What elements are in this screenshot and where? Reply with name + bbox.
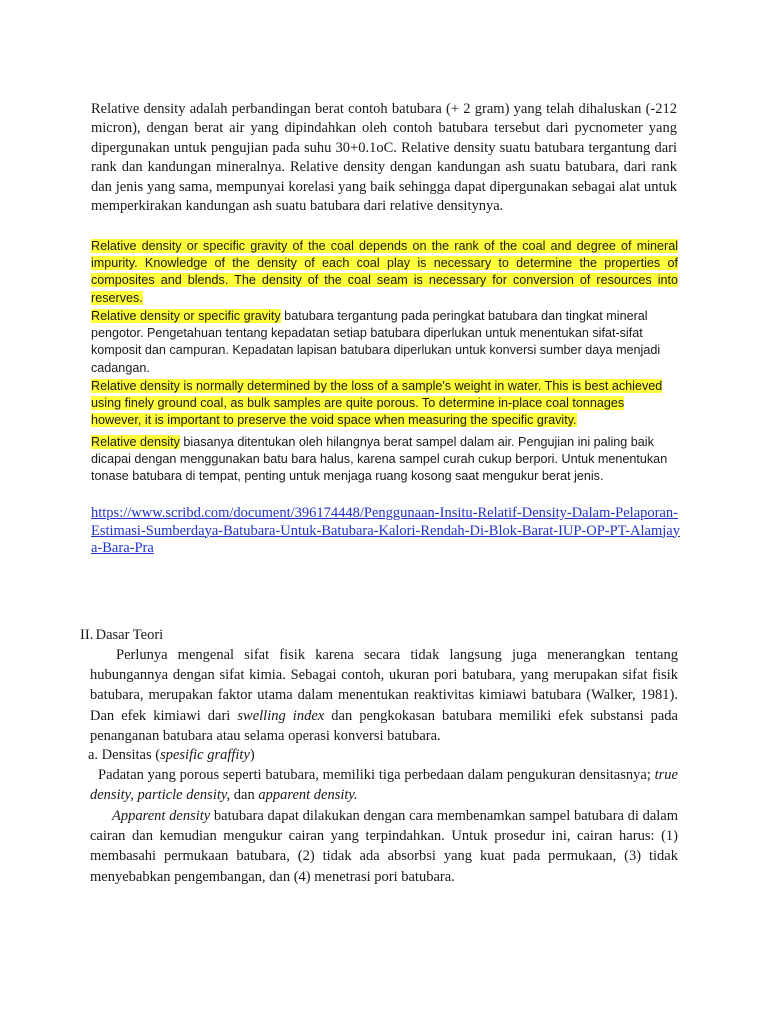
para-text: Padatan yang porous seperti batubara, memiliki tiga perbedaan dalam pengukuran densitasnya; [98, 767, 655, 783]
highlight-paragraph-3 [91, 378, 678, 430]
highlight-lead: Relative density [91, 239, 182, 253]
subsection-prefix: a. Densitas ( [88, 747, 161, 763]
para-emphasis: Apparent density [112, 808, 211, 824]
para-emphasis: apparent density. [258, 787, 358, 804]
translation-text: biasanya ditentukan oleh hilangnya berat sampel dalam air. Pengujian ini paling baik dicapai dengan menggunakan batu bara halus, karena sampel curah cukup berpori. Untuk menentukan tonase batubara di tempat, penting untuk menjaga ruang kosong saat mengukur berat jenis. [91, 435, 668, 484]
section-paragraph-3 [90, 806, 678, 887]
subsection-emphasis: spesific graffity [160, 747, 250, 763]
section-title: Dasar Teori [95, 627, 164, 643]
para-text: Perlunya mengenal sifat fisik karena secara tidak langsung juga menerangkan tentang hubungannya dengan sifat kimia. Sebagai contoh, ukuran pori batubara, yang merupakan sifat fisik batubara, merupakan faktor utama dalam menentukan reaktivitas kimiawi batubara (Walker, 1981). Dan efek kimiawi dari [90, 647, 678, 724]
para-text: dan [230, 787, 259, 804]
section-paragraph-1 [90, 645, 678, 746]
translation-text: batubara tergantung pada peringkat batubara dan tingkat mineral pengotor. Pengetahuan tentang kepadatan setiap batubara diperlukan untuk menentukan sifat-sifat komposit dan campuran. Kepadatan lapisan batubara diperlukan untuk konversi sumber daya menjadi cadangan. [91, 309, 661, 375]
section-paragraph-2 [90, 765, 678, 805]
highlight-paragraph-4 [91, 434, 678, 486]
highlight-paragraph-1 [91, 238, 678, 307]
source-link[interactable]: https://www.scribd.com/document/396174448/Penggunaan-Insitu-Relatif-Density-Dalam-Pelaporan-Estimasi-Sumberdaya-Batubara-Untuk-Batubara-Kalori-Rendah-Di-Blok-Barat-IUP-OP-PT-Alamjaya-Bara-Pra [91, 505, 680, 557]
highlight-text: or specific gravity of the coal depends on the rank of the coal and degree of mineral impurity. Knowledge of the density of each coal play is necessary to determine the properties of composites and blends. The density of the coal seam is necessary for conversion of resources into reserves. [91, 239, 678, 305]
para-emphasis: true density, particle density, [90, 767, 678, 804]
section-number: II. [80, 627, 94, 643]
highlight-paragraph-2 [91, 308, 678, 377]
subsection-suffix: ) [249, 747, 255, 763]
section-heading [80, 625, 163, 645]
subsection-heading [88, 745, 255, 765]
highlight-text: Relative density is normally determined by the loss of a sample's weight in water. This is best achieved using finely ground coal, as bulk samples are quite porous. To determine in-place coal tonnages however, it is important to preserve the void space when measuring the specific gravity. [91, 379, 663, 428]
para-text: dan pengkokasan batubara memiliki efek substansi pada penanganan batubara atau selama operasi konversi batubara. [90, 707, 678, 744]
para-emphasis: swelling index [237, 707, 325, 724]
para-text: batubara dapat dilakukan dengan cara membenamkan sampel batubara di dalam cairan dan kemudian mengukur cairan yang terpindahkan. Untuk prosedur ini, cairan harus: (1) membasahi permukaan batubara, (2) tidak ada absorbsi yang kuat pada permukaan, (3) tidak menyebabkan pengembangan, dan (4) menetrasi pori batubara. [90, 808, 678, 885]
highlight-lead: Relative density [91, 435, 180, 449]
intro-paragraph: Relative density adalah perbandingan berat contoh batubara (+ 2 gram) yang telah dihaluskan (-212 micron), dengan berat air yang dipindahkan oleh contoh batubara tersebut dari pycnometer yang dipergunakan untuk pengujian pada suhu 30+0.1oC. Relative density suatu batubara tergantung dari rank dan kandungan mineralnya. Relative density dengan kandungan ash suatu batubara, dari rank dan jenis yang sama, mempunyai korelasi yang baik sehingga dapat dipergunakan sebagai alat untuk memperkirakan kandungan ash suatu batubara dari relative densitynya. [91, 101, 677, 215]
highlight-lead: Relative density or specific gravity [91, 309, 281, 323]
